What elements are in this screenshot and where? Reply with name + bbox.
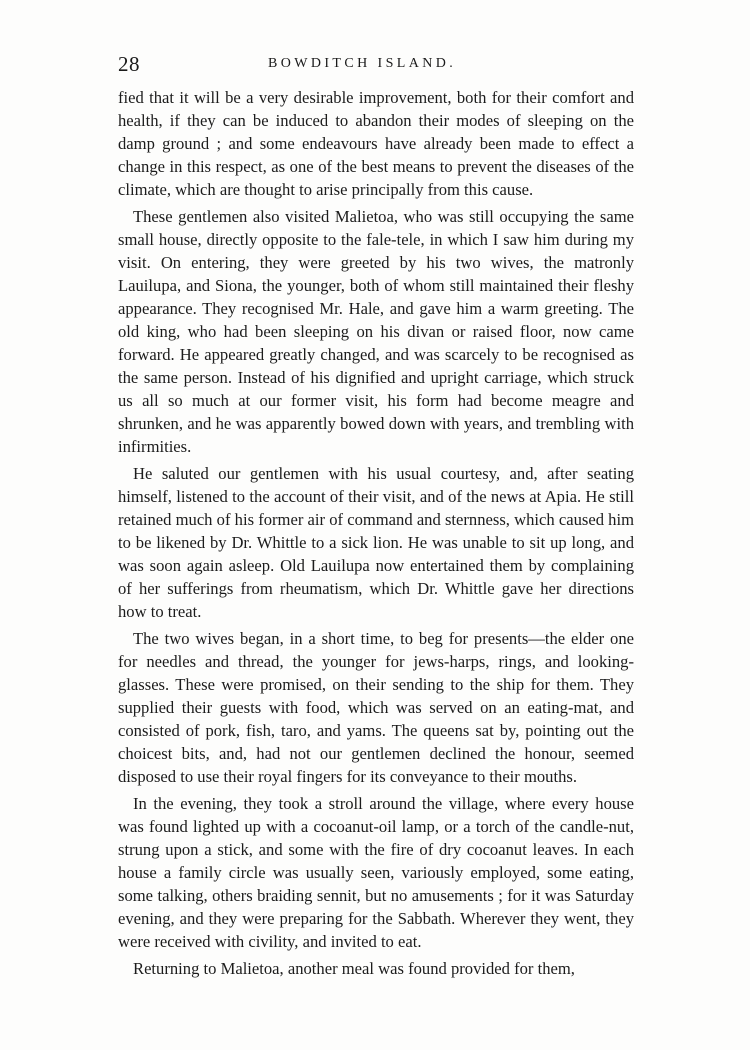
paragraph: He saluted our gentlemen with his usual courtesy, and, after seating himself, listened to the account of their visit, and of the news at Apia. He still retained much of his former air of command and sternness, which caused him to be likened by Dr. Whittle to a sick lion. He was unable to sit up long, and was soon again asleep. Old Lauilupa now entertained them by complaining of her sufferings from rheumatism, which Dr. Whittle gave her directions how to treat. bbox=[118, 464, 634, 621]
paragraph: The two wives began, in a short time, to beg for presents—the elder one for needles and thread, the younger for jews-harps, rings, and looking-glasses. These were promised, on their sending to the ship for them. They supplied their guests with food, which was served on an eating-mat, and consisted of pork, fish, taro, and yams. The queens sat by, pointing out the choicest bits, and, had not our gentlemen declined the honour, seemed disposed to use their royal fingers for its conveyance to their mouths. bbox=[118, 629, 634, 786]
paragraph: In the evening, they took a stroll around the village, where every house was found lighted up with a cocoanut-oil lamp, or a torch of the candle-nut, strung upon a stick, and some with the fire of dry cocoanut leaves. In each house a family circle was usually seen, variously employed, some eating, some talking, others braiding sennit, but no amusements ; for it was Saturday evening, and they were preparing for the Sabbath. Wherever they went, they were received with civility, and invited to eat. bbox=[118, 794, 634, 951]
body-text bbox=[118, 86, 634, 984]
page-number: 28 bbox=[118, 52, 140, 76]
page-header bbox=[118, 52, 634, 76]
paragraph-continuation: fied that it will be a very desirable improvement, both for their comfort and health, if they can be induced to abandon their modes of sleeping on the damp ground ; and some endeavours have already been made to effect a change in this respect, as one of the best means to prevent the diseases of the climate, which are thought to arise principally from this cause. bbox=[118, 88, 634, 199]
paragraph: These gentlemen also visited Malietoa, who was still occupying the same small house, directly opposite to the fale-tele, in which I saw him during my visit. On entering, they were greeted by his two wives, the matronly Lauilupa, and Siona, the younger, both of whom still maintained their fleshy appearance. They recognised Mr. Hale, and gave him a warm greeting. The old king, who had been sleeping on his divan or raised floor, now came forward. He appeared greatly changed, and was scarcely to be recognised as the same person. Instead of his dignified and upright carriage, which struck us all so much at our former visit, his form had become meagre and shrunken, and he was apparently bowed down with years, and trembling with infirmities. bbox=[118, 207, 634, 456]
running-head: BOWDITCH ISLAND. bbox=[268, 56, 457, 71]
paragraph: Returning to Malietoa, another meal was found provided for them, bbox=[133, 959, 575, 978]
